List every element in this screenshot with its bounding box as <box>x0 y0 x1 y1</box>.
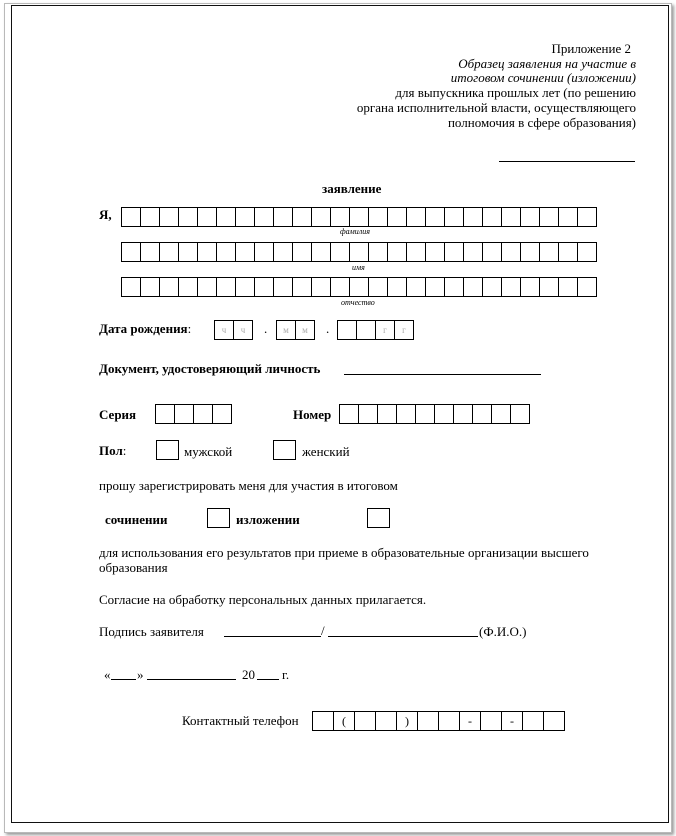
row-surname-cell[interactable] <box>159 207 179 227</box>
date-day-line[interactable] <box>111 679 136 680</box>
row-surname-cell[interactable] <box>254 207 274 227</box>
male-checkbox[interactable] <box>156 440 179 460</box>
patronymic-cells[interactable] <box>121 277 596 297</box>
series-cells[interactable] <box>155 404 231 424</box>
row-surname-cell[interactable] <box>368 207 388 227</box>
birth-year-cell[interactable]: г <box>375 320 395 340</box>
row-surname-cell[interactable] <box>235 207 255 227</box>
row-patronymic-cell[interactable] <box>121 277 141 297</box>
birth-month-cell[interactable]: м <box>276 320 296 340</box>
birth-year-cell[interactable]: г <box>394 320 414 340</box>
gender-colon: : <box>122 443 127 458</box>
number-cells-cell[interactable] <box>377 404 397 424</box>
number-cells-cell[interactable] <box>453 404 473 424</box>
for-line-3: полномочия в сфере образования) <box>447 115 636 130</box>
row-name-cell[interactable] <box>501 242 521 262</box>
for-line-2: органа исполнительной власти, осуществляющего <box>356 100 636 115</box>
row-surname-cell[interactable] <box>463 207 483 227</box>
patronymic-caption: отчество <box>341 298 375 307</box>
row-surname-cell[interactable] <box>539 207 559 227</box>
row-surname-cell[interactable] <box>140 207 160 227</box>
row-surname-cell[interactable] <box>273 207 293 227</box>
row-name-cell[interactable] <box>330 242 350 262</box>
row-patronymic-cell[interactable] <box>539 277 559 297</box>
sample-line-1: Образец заявления на участие в <box>458 56 636 71</box>
row-name-cell[interactable] <box>178 242 198 262</box>
row-patronymic-cell[interactable] <box>330 277 350 297</box>
phone-cells-cell[interactable] <box>522 711 544 731</box>
row-name-cell[interactable] <box>159 242 179 262</box>
row-patronymic-cell[interactable] <box>140 277 160 297</box>
date-close-quote: » <box>137 667 144 682</box>
name-caption: имя <box>352 263 365 272</box>
phone-cells-cell[interactable] <box>375 711 397 731</box>
birth-sep-2: . <box>326 321 330 336</box>
for-line-1: для выпускника прошлых лет (по решению <box>395 85 636 100</box>
row-surname-cell[interactable] <box>292 207 312 227</box>
number-cells-cell[interactable] <box>415 404 435 424</box>
row-patronymic-cell[interactable] <box>292 277 312 297</box>
date-year-prefix: 20 <box>242 667 255 682</box>
phone-cells-cell[interactable] <box>543 711 565 731</box>
row-surname-cell[interactable] <box>520 207 540 227</box>
series-cells-cell[interactable] <box>193 404 213 424</box>
name-prefix: Я, <box>99 207 112 222</box>
birth-year-cell[interactable] <box>337 320 357 340</box>
male-label: мужской <box>184 444 233 459</box>
row-patronymic-cell[interactable] <box>463 277 483 297</box>
phone-cells-cell[interactable]: - <box>459 711 481 731</box>
birth-colon: : <box>187 321 192 336</box>
row-name-cell[interactable] <box>311 242 331 262</box>
birth-sep-1: . <box>264 321 268 336</box>
row-patronymic-cell[interactable] <box>159 277 179 297</box>
number-cells-cell[interactable] <box>510 404 530 424</box>
surname-cells[interactable] <box>121 207 596 227</box>
row-patronymic-cell[interactable] <box>444 277 464 297</box>
number-cells-cell[interactable] <box>434 404 454 424</box>
birth-day-cell[interactable]: ч <box>233 320 253 340</box>
date-month-line[interactable] <box>147 679 236 680</box>
row-name-cell[interactable] <box>444 242 464 262</box>
phone-cells[interactable] <box>312 711 564 731</box>
row-name-cell[interactable] <box>349 242 369 262</box>
row-patronymic-cell[interactable] <box>482 277 502 297</box>
row-name-cell[interactable] <box>482 242 502 262</box>
surname-caption: фамилия <box>340 227 370 236</box>
birth-year-cells[interactable] <box>337 320 413 340</box>
date-year-suffix: г. <box>282 667 290 682</box>
document-label: Документ, удостоверяющий личность <box>99 361 321 376</box>
female-label: женский <box>302 444 350 459</box>
birth-month-cells[interactable] <box>276 320 314 340</box>
row-patronymic-cell[interactable] <box>273 277 293 297</box>
name-cells[interactable] <box>121 242 596 262</box>
phone-cells-cell[interactable] <box>438 711 460 731</box>
row-name-cell[interactable] <box>121 242 141 262</box>
row-surname-cell[interactable] <box>197 207 217 227</box>
gender-label: Пол <box>99 443 123 458</box>
series-cells-cell[interactable] <box>174 404 194 424</box>
row-name-cell[interactable] <box>216 242 236 262</box>
exposition-label: изложении <box>236 512 300 527</box>
row-name-cell[interactable] <box>539 242 559 262</box>
female-checkbox[interactable] <box>273 440 296 460</box>
header-signature-line <box>499 161 635 162</box>
number-label: Номер <box>293 407 332 422</box>
purpose-line-1: для использования его результатов при приеме в образовательные организации высшего <box>99 545 589 560</box>
date-open-quote: « <box>104 667 111 682</box>
row-patronymic-cell[interactable] <box>235 277 255 297</box>
row-patronymic-cell[interactable] <box>520 277 540 297</box>
birth-day-cell[interactable]: ч <box>214 320 234 340</box>
phone-cells-cell[interactable] <box>417 711 439 731</box>
birth-label-wrap <box>99 321 191 336</box>
essay-label: сочинении <box>105 512 168 527</box>
signature-line[interactable] <box>224 636 321 637</box>
fio-caption: (Ф.И.О.) <box>479 624 527 639</box>
form-title: заявление <box>322 181 382 196</box>
series-label: Серия <box>99 407 137 422</box>
signature-slash: / <box>321 623 325 638</box>
fio-line[interactable] <box>328 636 478 637</box>
row-patronymic-cell[interactable] <box>425 277 445 297</box>
phone-label: Контактный телефон <box>182 713 299 728</box>
row-surname-cell[interactable] <box>121 207 141 227</box>
row-surname-cell[interactable] <box>349 207 369 227</box>
row-surname-cell[interactable] <box>558 207 578 227</box>
gender-label-wrap <box>99 443 126 458</box>
phone-cells-cell[interactable]: - <box>501 711 523 731</box>
document-line[interactable] <box>344 374 541 375</box>
row-name-cell[interactable] <box>292 242 312 262</box>
row-patronymic-cell[interactable] <box>197 277 217 297</box>
row-patronymic-cell[interactable] <box>311 277 331 297</box>
row-patronymic-cell[interactable] <box>368 277 388 297</box>
row-patronymic-cell[interactable] <box>349 277 369 297</box>
row-surname-cell[interactable] <box>501 207 521 227</box>
phone-cells-cell[interactable] <box>312 711 334 731</box>
row-surname-cell[interactable] <box>330 207 350 227</box>
row-patronymic-cell[interactable] <box>558 277 578 297</box>
row-surname-cell[interactable] <box>482 207 502 227</box>
birth-day-cells[interactable] <box>214 320 252 340</box>
number-cells-cell[interactable] <box>472 404 492 424</box>
row-surname-cell[interactable] <box>216 207 236 227</box>
row-name-cell[interactable] <box>235 242 255 262</box>
row-name-cell[interactable] <box>254 242 274 262</box>
row-name-cell[interactable] <box>197 242 217 262</box>
signature-label: Подпись заявителя <box>99 624 204 639</box>
row-patronymic-cell[interactable] <box>216 277 236 297</box>
date-year-line[interactable] <box>257 679 279 680</box>
appendix-label: Приложение 2 <box>551 41 631 56</box>
row-surname-cell[interactable] <box>311 207 331 227</box>
row-name-cell[interactable] <box>406 242 426 262</box>
row-name-cell[interactable] <box>425 242 445 262</box>
row-patronymic-cell[interactable] <box>406 277 426 297</box>
row-name-cell[interactable] <box>140 242 160 262</box>
row-surname-cell[interactable] <box>387 207 407 227</box>
row-name-cell[interactable] <box>520 242 540 262</box>
row-name-cell[interactable] <box>558 242 578 262</box>
series-cells-cell[interactable] <box>155 404 175 424</box>
consent-text: Согласие на обработку персональных данных прилагается. <box>99 592 427 607</box>
row-name-cell[interactable] <box>273 242 293 262</box>
birth-month-cell[interactable]: м <box>295 320 315 340</box>
exposition-checkbox[interactable] <box>367 508 390 528</box>
row-name-cell[interactable] <box>387 242 407 262</box>
number-cells[interactable] <box>339 404 529 424</box>
row-patronymic-cell[interactable] <box>501 277 521 297</box>
number-cells-cell[interactable] <box>358 404 378 424</box>
row-patronymic-cell[interactable] <box>577 277 597 297</box>
request-text: прошу зарегистрировать меня для участия в итоговом <box>99 478 398 493</box>
row-surname-cell[interactable] <box>178 207 198 227</box>
row-surname-cell[interactable] <box>577 207 597 227</box>
row-patronymic-cell[interactable] <box>254 277 274 297</box>
row-patronymic-cell[interactable] <box>387 277 407 297</box>
row-patronymic-cell[interactable] <box>178 277 198 297</box>
series-cells-cell[interactable] <box>212 404 232 424</box>
row-name-cell[interactable] <box>577 242 597 262</box>
row-surname-cell[interactable] <box>444 207 464 227</box>
row-surname-cell[interactable] <box>406 207 426 227</box>
phone-cells-cell[interactable] <box>480 711 502 731</box>
sample-line-2: итоговом сочинении (изложении) <box>450 70 636 85</box>
number-cells-cell[interactable] <box>491 404 511 424</box>
row-name-cell[interactable] <box>368 242 388 262</box>
number-cells-cell[interactable] <box>396 404 416 424</box>
phone-cells-cell[interactable]: ) <box>396 711 418 731</box>
phone-cells-cell[interactable] <box>354 711 376 731</box>
row-surname-cell[interactable] <box>425 207 445 227</box>
number-cells-cell[interactable] <box>339 404 359 424</box>
birth-label: Дата рождения <box>99 321 188 336</box>
phone-cells-cell[interactable]: ( <box>333 711 355 731</box>
purpose-line-2: образования <box>99 560 168 575</box>
row-name-cell[interactable] <box>463 242 483 262</box>
birth-year-cell[interactable] <box>356 320 376 340</box>
essay-checkbox[interactable] <box>207 508 230 528</box>
